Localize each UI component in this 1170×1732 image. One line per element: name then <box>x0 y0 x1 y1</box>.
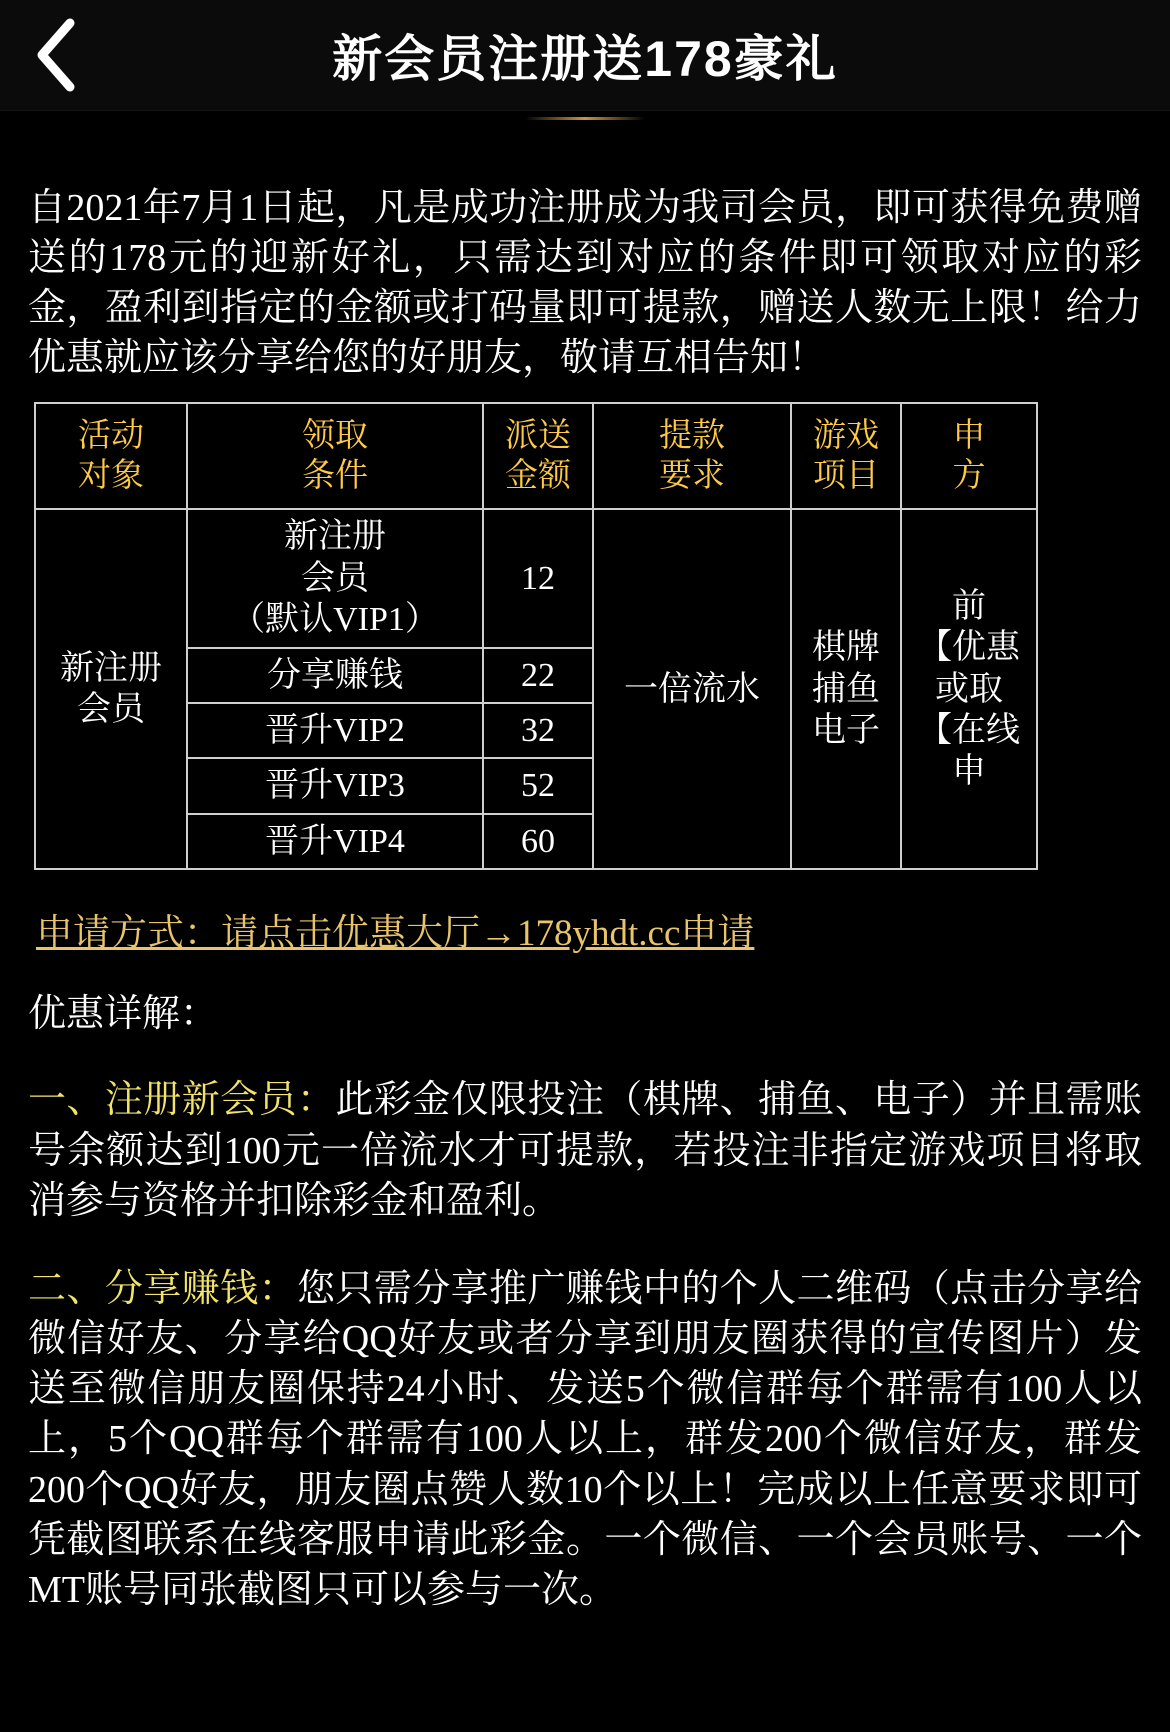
table-header-amount: 派送 金额 <box>483 403 593 510</box>
table-header-apply: 申 方 <box>901 403 1037 510</box>
detail-item-1 <box>28 1075 1142 1225</box>
chevron-left-icon <box>32 17 78 93</box>
detail-item-1-label: 一、注册新会员： <box>28 1079 336 1122</box>
cell-condition: 分享赚钱 <box>187 648 483 703</box>
cell-condition: 晋升VIP3 <box>187 758 483 813</box>
table-header-target: 活动 对象 <box>35 403 187 510</box>
cell-condition: 晋升VIP2 <box>187 703 483 758</box>
cell-amount: 22 <box>483 648 593 703</box>
cell-games: 棋牌 捕鱼 电子 <box>791 509 901 869</box>
apply-method-link[interactable]: 申请方式：请点击优惠大厅→178yhdt.cc申请 <box>36 913 755 955</box>
cell-amount: 60 <box>483 814 593 869</box>
cell-apply-method: 前 【优惠 或取 【在线 申 <box>901 509 1037 869</box>
details-heading: 优惠详解： <box>28 993 219 1036</box>
page-title: 新会员注册送178豪礼 <box>332 31 838 87</box>
table-row <box>35 509 1037 647</box>
cell-target: 新注册 会员 <box>35 509 187 869</box>
intro-paragraph: 自2021年7月1日起，凡是成功注册成为我司会员，即可获得免费赠送的178元的迎新好礼，只需达到对应的条件即可领取对应的彩金，盈利到指定的金额或打码量即可提款，赠送人数无上限！给力优惠就应该分享给您的好朋友，敬请互相告知！ <box>28 187 1142 380</box>
cell-amount: 12 <box>483 509 593 647</box>
table-header-games: 游戏 项目 <box>791 403 901 510</box>
cell-withdraw: 一倍流水 <box>593 509 791 869</box>
back-button[interactable] <box>0 0 110 110</box>
table-header-withdraw: 提款 要求 <box>593 403 791 510</box>
promo-table <box>34 402 1038 871</box>
cell-amount: 52 <box>483 758 593 813</box>
cell-condition: 晋升VIP4 <box>187 814 483 869</box>
cell-condition: 新注册 会员 （默认VIP1） <box>187 509 483 647</box>
detail-item-1-text: 此彩金仅限投注（棋牌、捕鱼、电子）并且需账号余额达到100元一倍流水才可提款，若投注非指定游戏项目将取消参与资格并扣除彩金和盈利。 <box>28 1079 1142 1222</box>
table-header-row <box>35 403 1037 510</box>
app-header <box>0 0 1170 111</box>
cell-amount: 32 <box>483 703 593 758</box>
table-header-condition: 领取 条件 <box>187 403 483 510</box>
detail-item-2-text: 您只需分享推广赚钱中的个人二维码（点击分享给微信好友、分享给QQ好友或者分享到朋友圈获得的宣传图片）发送至微信朋友圈保持24小时、发送5个微信群每个群需有100人以上，5个QQ群每个群需有100人以上，群发200个微信好友，群发200个QQ好友，朋友圈点赞人数10个以上！完成以上任意要求即可凭截图联系在线客服申请此彩金。一个微信、一个会员账号、一个MT账号同张截图只可以参与一次。 <box>28 1267 1142 1611</box>
detail-item-2 <box>28 1264 1142 1615</box>
detail-item-2-label: 二、分享赚钱： <box>28 1267 297 1310</box>
title-underline <box>525 117 645 120</box>
promo-content <box>0 111 1170 1615</box>
